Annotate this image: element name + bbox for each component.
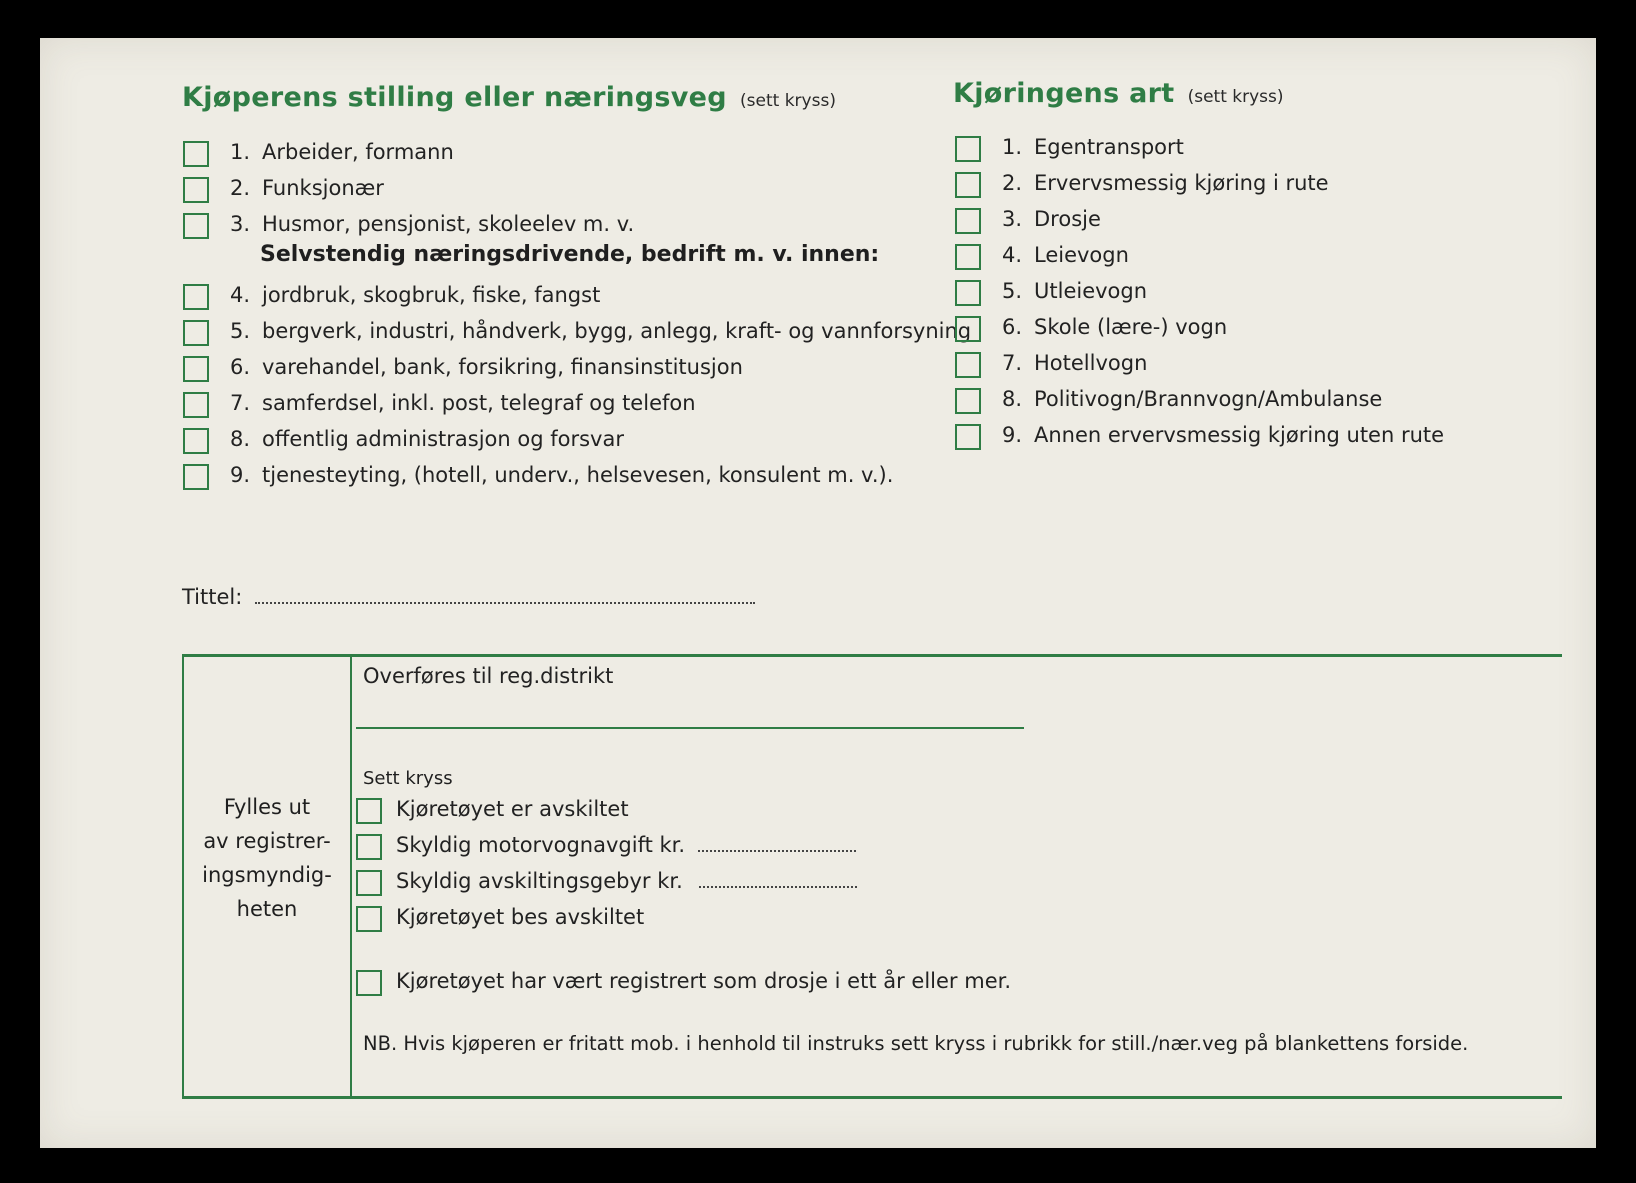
box-bottom-border <box>182 1096 1562 1099</box>
list-item: 6. varehandel, bank, forsikring, finansinstitusjon <box>230 355 743 379</box>
list-item: 9. tjenesteyting, (hotell, underv., helsevesen, konsulent m. v.). <box>230 463 894 487</box>
check-label-request-deregister: Kjøretøyet bes avskiltet <box>396 905 645 929</box>
checkbox-driving-1[interactable] <box>955 136 981 162</box>
list-item: 2. Ervervsmessig kjøring i rute <box>1002 171 1329 195</box>
list-item: 7. samferdsel, inkl. post, telegraf og telefon <box>230 391 696 415</box>
title-field <box>182 585 755 609</box>
box-divider <box>350 654 352 1099</box>
self-employed-subheading: Selvstendig næringsdrivende, bedrift m. v. innen: <box>260 242 880 267</box>
vehicle-tax-amount-line[interactable] <box>698 850 856 852</box>
checkbox-driving-8[interactable] <box>955 388 981 414</box>
checkbox-driving-7[interactable] <box>955 352 981 378</box>
checkbox-occupation-4[interactable] <box>183 284 209 310</box>
list-item: 8. offentlig administrasjon og forsvar <box>230 427 624 451</box>
left-hint: (sett kryss) <box>740 91 836 111</box>
list-item: 9. Annen ervervsmessig kjøring uten rute <box>1002 423 1445 447</box>
list-item: 3. Drosje <box>1002 207 1101 231</box>
side-label: Fylles ut av registrer- ingsmyndig- heten <box>202 795 332 921</box>
right-heading <box>953 78 1284 109</box>
checkbox-taxi-year[interactable] <box>356 970 382 996</box>
checkbox-occupation-8[interactable] <box>183 428 209 454</box>
list-item: 1. Arbeider, formann <box>230 140 454 164</box>
checkbox-driving-5[interactable] <box>955 280 981 306</box>
list-item: 3. Husmor, pensjonist, skoleelev m. v. <box>230 212 635 236</box>
checkbox-occupation-7[interactable] <box>183 392 209 418</box>
plate-fee-field: Skyldig avskiltingsgebyr kr. <box>396 869 857 893</box>
list-item: 2. Funksjonær <box>230 176 384 200</box>
list-item: 4. jordbruk, skogbruk, fiske, fangst <box>230 283 601 307</box>
checkbox-occupation-3[interactable] <box>183 213 209 239</box>
checkbox-plate-fee[interactable] <box>356 870 382 896</box>
check-hint: Sett kryss <box>363 768 453 789</box>
checkbox-vehicle-tax[interactable] <box>356 834 382 860</box>
right-hint: (sett kryss) <box>1187 87 1284 107</box>
checkbox-occupation-2[interactable] <box>183 177 209 203</box>
box-top-border <box>182 654 1562 657</box>
checkbox-driving-6[interactable] <box>955 316 981 342</box>
footnote: NB. Hvis kjøperen er fritatt mob. i henhold til instruks sett kryss i rubrikk for still./nær.veg på blankettens forside. <box>363 1032 1469 1055</box>
list-item: 7. Hotellvogn <box>1002 351 1148 375</box>
checkbox-request-deregister[interactable] <box>356 906 382 932</box>
left-heading <box>182 82 836 113</box>
checkbox-occupation-6[interactable] <box>183 356 209 382</box>
right-title: Kjøringens art <box>953 78 1175 109</box>
checkbox-occupation-1[interactable] <box>183 141 209 167</box>
checkbox-deregistered[interactable] <box>356 798 382 824</box>
list-item: 8. Politivogn/Brannvogn/Ambulanse <box>1002 387 1383 411</box>
title-field-label: Tittel: <box>182 585 243 609</box>
transfer-label: Overføres til reg.distrikt <box>363 664 614 688</box>
form-sheet <box>40 38 1596 1148</box>
plate-fee-amount-line[interactable] <box>699 886 857 888</box>
checkbox-driving-3[interactable] <box>955 208 981 234</box>
checkbox-driving-4[interactable] <box>955 244 981 270</box>
vehicle-tax-field: Skyldig motorvognavgift kr. <box>396 833 856 857</box>
title-field-line[interactable] <box>255 602 755 604</box>
list-item: 6. Skole (lære-) vogn <box>1002 315 1228 339</box>
checkbox-occupation-5[interactable] <box>183 320 209 346</box>
check-label-taxi-year: Kjøretøyet har vært registrert som drosje i ett år eller mer. <box>396 969 1011 993</box>
checkbox-driving-2[interactable] <box>955 172 981 198</box>
list-item: 1. Egentransport <box>1002 135 1184 159</box>
check-label-deregistered: Kjøretøyet er avskiltet <box>396 797 629 821</box>
list-item: 5. Utleievogn <box>1002 279 1148 303</box>
list-item: 4. Leievogn <box>1002 243 1129 267</box>
checkbox-occupation-9[interactable] <box>183 464 209 490</box>
checkbox-driving-9[interactable] <box>955 424 981 450</box>
transfer-field-line[interactable] <box>356 727 1024 729</box>
list-item: 5. bergverk, industri, håndverk, bygg, anlegg, kraft- og vannforsyning <box>230 319 972 343</box>
box-left-border <box>182 654 184 1099</box>
left-title: Kjøperens stilling eller næringsveg <box>182 82 727 113</box>
